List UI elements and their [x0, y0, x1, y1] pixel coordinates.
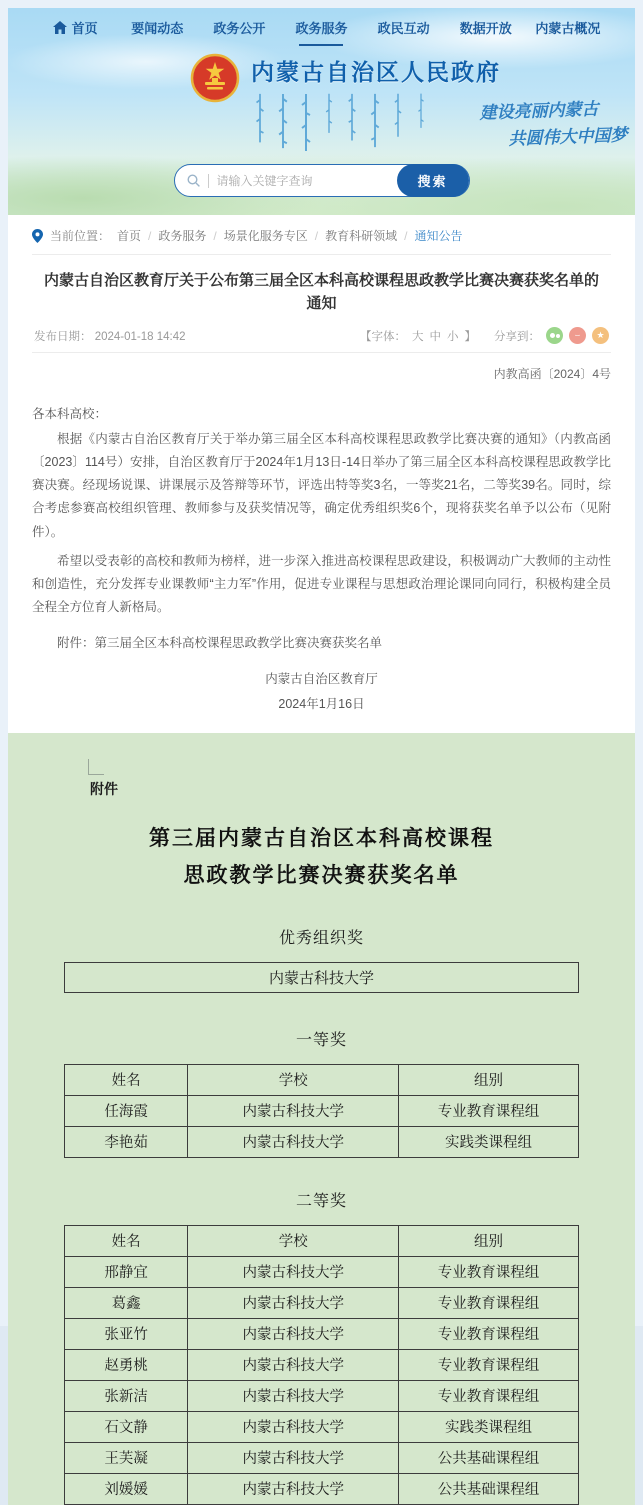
- table-cell: 葛鑫: [65, 1287, 188, 1318]
- table-cell: 公共基础课程组: [399, 1473, 579, 1504]
- table-cell: 张亚竹: [65, 1318, 188, 1349]
- nav-item-label: 政务公开: [213, 21, 266, 36]
- table-cell: 内蒙古科技大学: [188, 1126, 399, 1157]
- publish-date-group: [34, 328, 186, 344]
- slogan-line2: 共圆伟大中国梦: [508, 125, 628, 150]
- font-size-small-button[interactable]: 小: [447, 330, 459, 343]
- share-label: 分享到：: [494, 330, 540, 343]
- sign-date: 2024年1月16日: [278, 697, 365, 711]
- breadcrumb-item-education[interactable]: 教育科研领域: [325, 229, 398, 243]
- nav-item-label: 数据开放: [459, 21, 512, 36]
- wechat-share-icon[interactable]: [546, 327, 563, 344]
- nav-item-news[interactable]: [116, 18, 198, 46]
- table-row: [65, 1442, 579, 1473]
- breadcrumb-separator: /: [213, 228, 217, 243]
- mongolian-script-icon: [255, 93, 501, 147]
- breadcrumb-item-notice[interactable]: 通知公告: [414, 229, 463, 243]
- table-cell: 内蒙古科技大学: [188, 1318, 399, 1349]
- divider: [208, 174, 209, 188]
- second-prize-table: [64, 1225, 579, 1505]
- site-title: 内蒙古自治区人民政府: [251, 59, 501, 85]
- site-banner: [8, 8, 635, 215]
- table-cell: 刘媛媛: [65, 1473, 188, 1504]
- section-heading-second-prize: 二等奖: [295, 1192, 347, 1210]
- font-size-medium-button[interactable]: 中: [429, 330, 441, 343]
- nav-item-overview[interactable]: [527, 18, 609, 46]
- table-cell: 专业教育课程组: [399, 1095, 579, 1126]
- font-size-label-close: 】: [464, 330, 476, 343]
- table-cell: 专业教育课程组: [399, 1349, 579, 1380]
- home-icon: [53, 21, 67, 34]
- table-header-row: [65, 1225, 579, 1256]
- nav-item-gov-service[interactable]: [280, 18, 362, 46]
- table-cell: 专业教育课程组: [399, 1256, 579, 1287]
- table-cell: 邢静宜: [65, 1256, 188, 1287]
- first-prize-table: [64, 1064, 579, 1158]
- breadcrumb-separator: /: [148, 228, 152, 243]
- table-cell: 内蒙古科技大学: [188, 1095, 399, 1126]
- table-row: [65, 1095, 579, 1126]
- font-size-label: 【字体：: [360, 330, 406, 343]
- attachment-title: [64, 821, 579, 895]
- table-row: [65, 1473, 579, 1504]
- banner-slogan: [479, 95, 628, 154]
- table-cell: 内蒙古科技大学: [188, 1473, 399, 1504]
- column-header: 学校: [188, 1225, 399, 1256]
- column-header: 组别: [399, 1225, 579, 1256]
- breadcrumb-label: 当前位置：: [50, 229, 111, 243]
- table-cell: 实践类课程组: [399, 1411, 579, 1442]
- page-corner-mark-icon: [88, 759, 104, 775]
- attachment-preview: [8, 733, 635, 1505]
- column-header: 姓名: [65, 1225, 188, 1256]
- table-cell: 任海霞: [65, 1095, 188, 1126]
- nav-item-data-open[interactable]: [445, 18, 527, 46]
- organization-award-table: [64, 962, 579, 993]
- nav-item-label: 要闻动态: [131, 21, 184, 36]
- column-header: 姓名: [65, 1064, 188, 1095]
- nav-item-home[interactable]: [34, 18, 116, 46]
- weibo-share-icon[interactable]: ⌣: [569, 327, 586, 344]
- signature-block: [32, 667, 611, 717]
- table-cell: 赵勇桃: [65, 1349, 188, 1380]
- column-header: 学校: [188, 1064, 399, 1095]
- column-header: 组别: [399, 1064, 579, 1095]
- nav-item-label: 首页: [71, 21, 98, 36]
- table-cell: 专业教育课程组: [399, 1287, 579, 1318]
- table-cell: 王芙凝: [65, 1442, 188, 1473]
- table-cell: 李艳茹: [65, 1126, 188, 1157]
- nav-item-gov-open[interactable]: [198, 18, 280, 46]
- table-row: [65, 1349, 579, 1380]
- table-cell: 内蒙古科技大学: [65, 962, 579, 992]
- table-cell: 内蒙古科技大学: [188, 1287, 399, 1318]
- table-cell: 内蒙古科技大学: [188, 1256, 399, 1287]
- table-cell: 内蒙古科技大学: [188, 1442, 399, 1473]
- breadcrumb-item-gov-service[interactable]: 政务服务: [158, 229, 207, 243]
- article-panel: [8, 215, 635, 733]
- table-cell: 专业教育课程组: [399, 1318, 579, 1349]
- article-title: 内蒙古自治区教育厅关于公布第三届全区本科高校课程思政教学比赛决赛获奖名单的通知: [43, 272, 599, 312]
- table-row: [65, 1126, 579, 1157]
- attachment-title-line1: 第三届内蒙古自治区本科高校课程: [149, 827, 494, 850]
- nav-item-label: 政务服务: [295, 21, 348, 36]
- signer: 内蒙古自治区教育厅: [265, 672, 378, 686]
- location-pin-icon: [32, 229, 43, 243]
- search-icon: [187, 174, 200, 187]
- breadcrumb-item-scene-service[interactable]: 场景化服务专区: [223, 229, 308, 243]
- table-cell: 实践类课程组: [399, 1126, 579, 1157]
- breadcrumb-separator: /: [404, 228, 408, 243]
- attachment-title-line2: 思政教学比赛决赛获奖名单: [183, 863, 460, 887]
- body-paragraph: 根据《内蒙古自治区教育厅关于举办第三届全区本科高校课程思政教学比赛决赛的通知》（内教高函〔2023〕114号）安排，自治区教育厅于2024年1月13日-14日举办了第三届全区本科高校课程思政教学比赛决赛。经现场说课、讲课展示及答辩等环节，评选出特等奖3名，一等奖21名，二等奖39名。同时，综合考虑参赛高校组织管理、教师参与及获奖情况等，确定优秀组织奖6个，现将获奖名单予以公布（见附件）。: [32, 432, 611, 539]
- slogan-line1: 建设亮丽内蒙古: [479, 99, 599, 124]
- table-row: [65, 1318, 579, 1349]
- table-cell: 专业教育课程组: [399, 1380, 579, 1411]
- document-number: 内教高函〔2024〕4号: [493, 367, 611, 381]
- table-cell: 内蒙古科技大学: [188, 1380, 399, 1411]
- search-button[interactable]: 搜索: [397, 164, 469, 197]
- table-row: [65, 1411, 579, 1442]
- article-meta: [32, 325, 611, 353]
- breadcrumb-item-home[interactable]: 首页: [117, 229, 142, 243]
- nav-item-label: 内蒙古概况: [535, 21, 601, 36]
- search-input[interactable]: [217, 174, 397, 188]
- section-heading-first-prize: 一等奖: [295, 1031, 347, 1049]
- breadcrumb-separator: /: [314, 228, 319, 243]
- attachment-label: 附件: [90, 781, 118, 797]
- table-cell: 内蒙古科技大学: [188, 1411, 399, 1442]
- table-cell: 石文静: [65, 1411, 188, 1442]
- search-bar: [174, 164, 470, 197]
- top-nav: [8, 8, 635, 46]
- table-row: [65, 1287, 579, 1318]
- table-header-row: [65, 1064, 579, 1095]
- table-cell: 张新洁: [65, 1380, 188, 1411]
- body-paragraph: 希望以受表彰的高校和教师为榜样，进一步深入推进高校课程思政建设，积极调动广大教师的主动性和创造性，充分发挥专业课教师“主力军”作用，促进专业课程与思想政治理论课同向同行，积极构建全员全程全方位育人新格局。: [32, 553, 611, 614]
- nav-item-label: 政民互动: [377, 21, 430, 36]
- salutation: 各本科高校：: [32, 407, 108, 421]
- qzone-share-icon[interactable]: ★: [592, 327, 609, 344]
- table-row: [65, 1256, 579, 1287]
- masthead: [8, 54, 635, 150]
- national-emblem-icon: [191, 54, 239, 102]
- publish-date-label: 发布日期：: [34, 330, 92, 343]
- font-size-large-button[interactable]: 大: [412, 330, 424, 343]
- nav-item-interaction[interactable]: [363, 18, 445, 46]
- section-heading-organization-award: 优秀组织奖: [278, 929, 364, 947]
- breadcrumb: [32, 227, 611, 255]
- table-row: [65, 1380, 579, 1411]
- publish-date-value: 2024-01-18 14:42: [94, 330, 186, 343]
- table-row: [65, 962, 579, 992]
- table-cell: 内蒙古科技大学: [188, 1349, 399, 1380]
- attachment-link-line: 附件：第三届全区本科高校课程思政教学比赛决赛获奖名单: [57, 636, 383, 650]
- table-cell: 公共基础课程组: [399, 1442, 579, 1473]
